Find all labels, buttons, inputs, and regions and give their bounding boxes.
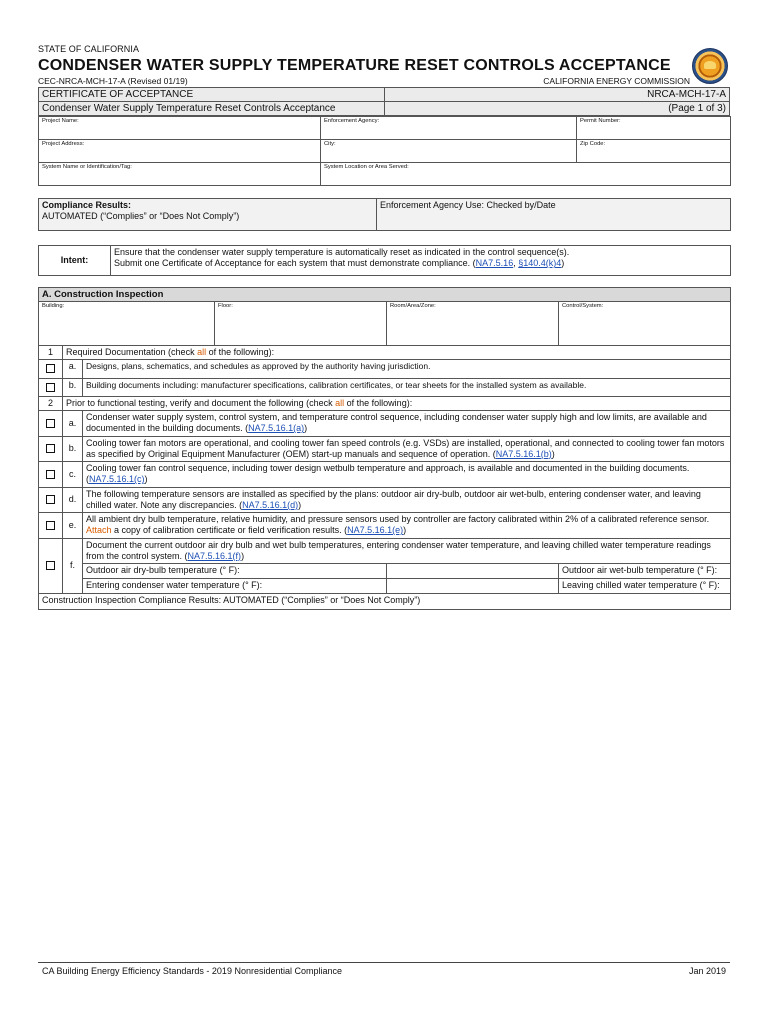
item-2c-checkbox[interactable] [39, 462, 63, 488]
control-system-field[interactable]: Control/System: [559, 302, 731, 346]
compliance-auto: AUTOMATED (“Complies” or “Does Not Comply”) [42, 211, 240, 222]
intent-text [111, 246, 731, 276]
section-a-title: A. Construction Inspection [39, 288, 731, 302]
state-label: STATE OF CALIFORNIA [38, 44, 140, 54]
na7-5-16-link[interactable]: NA7.5.16 [475, 258, 514, 269]
item-1a-checkbox[interactable] [39, 360, 63, 378]
project-address-field[interactable]: Project Address: [39, 140, 321, 163]
form-title: CONDENSER WATER SUPPLY TEMPERATURE RESET CONTROLS ACCEPTANCE [38, 57, 671, 74]
item-2f-checkbox[interactable] [39, 538, 63, 594]
item-2f-text: Document the current outdoor air dry bulb and wet bulb temperatures, entering condenser water temperature, and leaving chilled water temperature readings from the control system. (NA7.5.16.1(f)) [83, 538, 731, 564]
city-field[interactable]: City: [321, 140, 577, 163]
project-name-field[interactable]: Project Name: [39, 117, 321, 140]
certificate-label: CERTIFICATE OF ACCEPTANCE [39, 88, 385, 102]
item-1b-checkbox[interactable] [39, 378, 63, 396]
floor-field[interactable]: Floor: [215, 302, 387, 346]
system-location-field[interactable]: System Location or Area Served: [321, 163, 731, 186]
item-2e-checkbox[interactable] [39, 513, 63, 539]
intent-line-2: Submit one Certificate of Acceptance for each system that must demonstrate compliance. (NA7.5.16, §140.4(k)4) [114, 258, 565, 269]
item-2-number: 2 [39, 396, 63, 410]
item-2a-checkbox[interactable] [39, 411, 63, 437]
item-2e-text: All ambient dry bulb temperature, relative humidity, and pressure sensors used by controller are factory calibrated within 2% of a calibrated reference sensor. Attach a copy of calibration certificate or field verification results. (NA7.5.16.1(e)) [83, 513, 731, 539]
item-2b-checkbox[interactable] [39, 436, 63, 462]
item-1-text: Required Documentation (check all of the following): [63, 346, 731, 360]
na7-5-16-1a-link[interactable]: NA7.5.16.1(a) [248, 423, 305, 434]
item-2a-text: Condenser water supply system, control system, and temperature control sequence, including condenser water supply high and low limits, are available and documented in the building documents. (NA7.5.16.1(a)) [83, 411, 731, 437]
oa-wet-bulb-label: Outdoor air wet-bulb temperature (° F): [559, 564, 731, 579]
item-2b-text: Cooling tower fan motors are operational, and cooling tower fan speed controls (e.g. VSDs) are installed, operational, and connected to cooling tower fan motors as specified by Original Equipment Manufacturer (OEM) start-up manuals and sequence of operation. (NA7.5.16.1(b)) [83, 436, 731, 462]
footer-date: Jan 2019 [688, 966, 726, 976]
form-page [38, 44, 730, 610]
agency-name: CALIFORNIA ENERGY COMMISSION [543, 76, 690, 86]
item-1b-text: Building documents including: manufacturer specifications, calibration certificates, or tear sheets for the installed system as available. [83, 378, 731, 396]
project-info-table [38, 116, 731, 186]
item-1-number: 1 [39, 346, 63, 360]
system-name-field[interactable]: System Name or Identification/Tag: [39, 163, 321, 186]
compliance-results-table [38, 198, 731, 231]
building-field[interactable]: Building: [39, 302, 215, 346]
intent-label: Intent: [39, 246, 111, 276]
energy-commission-seal-icon [692, 48, 728, 84]
intent-table [38, 245, 731, 276]
na7-5-16-1b-link[interactable]: NA7.5.16.1(b) [495, 448, 552, 459]
entering-cw-input[interactable] [387, 579, 559, 594]
item-2d-checkbox[interactable] [39, 487, 63, 513]
agency-use-field[interactable]: Enforcement Agency Use: Checked by/Date [377, 199, 731, 231]
construction-inspection-table: A. Construction Inspection Building: Floor: Room/Area/Zone: Control/System: 1 Required Documentation (check all of the following): a. Designs, plans, schematics, and schedules as approved by the authority having jurisdiction. b. Building documents including: manufacturer specifications, calibration certificates, or tear sheets for the installed system as available. 2 Prior to functional testing, verify and document the following (check all of the following): a. Condenser water supply system, control system, and temperature control sequence, including condenser water supply high and low limits, are available and documented in the building documents. (NA7.5.16.1(a)) b. Cooling tower fan motors are operational, and cooling tower fan speed controls (e.g. VSDs) are installed, operational, and connected to cooling tower fan motors as specified by Original Equipment Manufacturer (OEM) start-up manuals and sequence of operation. (NA7.5.16.1(b)) c. Cooling tower fan control sequence, including tower design wetbulb temperature and approach, is available and documented in the building documents. (NA7.5.16.1(c)) d. The following temperature sensors are installed as specified by the plans: outdoor air dry-bulb, outdoor air wet-bulb, entering condenser water, and leaving chilled water. Note any discrepancies. (NA7.5.16.1(d)) e. All ambient dry bulb temperature, relative humidity, and pressure sensors used by controller are factory calibrated within 2% of a calibrated reference sensor. Attach a copy of calibration certificate or field verification results. (NA7.5.16.1(e)) f. Document the current outdoor air dry bulb and wet bulb temperatures, entering condenser water temperature, and leaving chilled water temperature readings from the control system. (NA7.5.16.1(f)) Outdoor air dry-bulb temperature (° F): Outdoor air wet-bulb temperature (° F): Entering condenser water temperature (° F): Leaving chilled water temperature (° F): Construction Inspection Compliance Results: AUTOMATED (“Complies” or “Does Not Comply”) [38, 287, 731, 610]
na7-5-16-1e-link[interactable]: NA7.5.16.1(e) [347, 525, 404, 536]
item-2-text: Prior to functional testing, verify and document the following (check all of the following): [63, 396, 731, 410]
permit-number-field[interactable]: Permit Number: [577, 117, 731, 140]
page-footer [38, 962, 730, 976]
construction-results: Construction Inspection Compliance Results: AUTOMATED (“Complies” or “Does Not Comply”) [39, 594, 731, 610]
enforcement-agency-field[interactable]: Enforcement Agency: [321, 117, 577, 140]
na7-5-16-1c-link[interactable]: NA7.5.16.1(c) [89, 474, 145, 485]
oa-dry-bulb-label: Outdoor air dry-bulb temperature (° F): [83, 564, 387, 579]
item-2d-text: The following temperature sensors are installed as specified by the plans: outdoor air dry-bulb, outdoor air wet-bulb, entering condenser water, and leaving chilled water. Note any discrepancies. (NA7.5.16.1(d)) [83, 487, 731, 513]
zip-code-field[interactable]: Zip Code: [577, 140, 731, 163]
compliance-label: Compliance Results: [42, 200, 132, 210]
item-2c-text: Cooling tower fan control sequence, including tower design wetbulb temperature and approach, is available and documented in the building documents. (NA7.5.16.1(c)) [83, 462, 731, 488]
certificate-header [38, 87, 730, 116]
oa-dry-bulb-input[interactable] [387, 564, 559, 579]
compliance-results [39, 199, 377, 231]
item-1a-text: Designs, plans, schematics, and schedules as approved by the authority having jurisdiction. [83, 360, 731, 378]
certificate-code: NRCA-MCH-17-A [384, 88, 730, 102]
page-indicator: (Page 1 of 3) [384, 102, 730, 116]
entering-cw-label: Entering condenser water temperature (° F): [83, 579, 387, 594]
room-area-zone-field[interactable]: Room/Area/Zone: [387, 302, 559, 346]
intent-line-1: Ensure that the condenser water supply temperature is automatically reset as indicated in the control sequence(s). [114, 247, 570, 257]
footer-standards: CA Building Energy Efficiency Standards - 2019 Nonresidential Compliance [42, 966, 343, 976]
section-140-4-link[interactable]: §140.4(k)4 [518, 258, 562, 269]
leaving-chw-label: Leaving chilled water temperature (° F): [559, 579, 731, 594]
certificate-subtitle: Condenser Water Supply Temperature Reset Controls Acceptance [39, 102, 385, 116]
form-code: CEC-NRCA-MCH-17-A (Revised 01/19) [38, 76, 188, 86]
na7-5-16-1d-link[interactable]: NA7.5.16.1(d) [242, 499, 299, 510]
na7-5-16-1f-link[interactable]: NA7.5.16.1(f) [187, 550, 242, 561]
